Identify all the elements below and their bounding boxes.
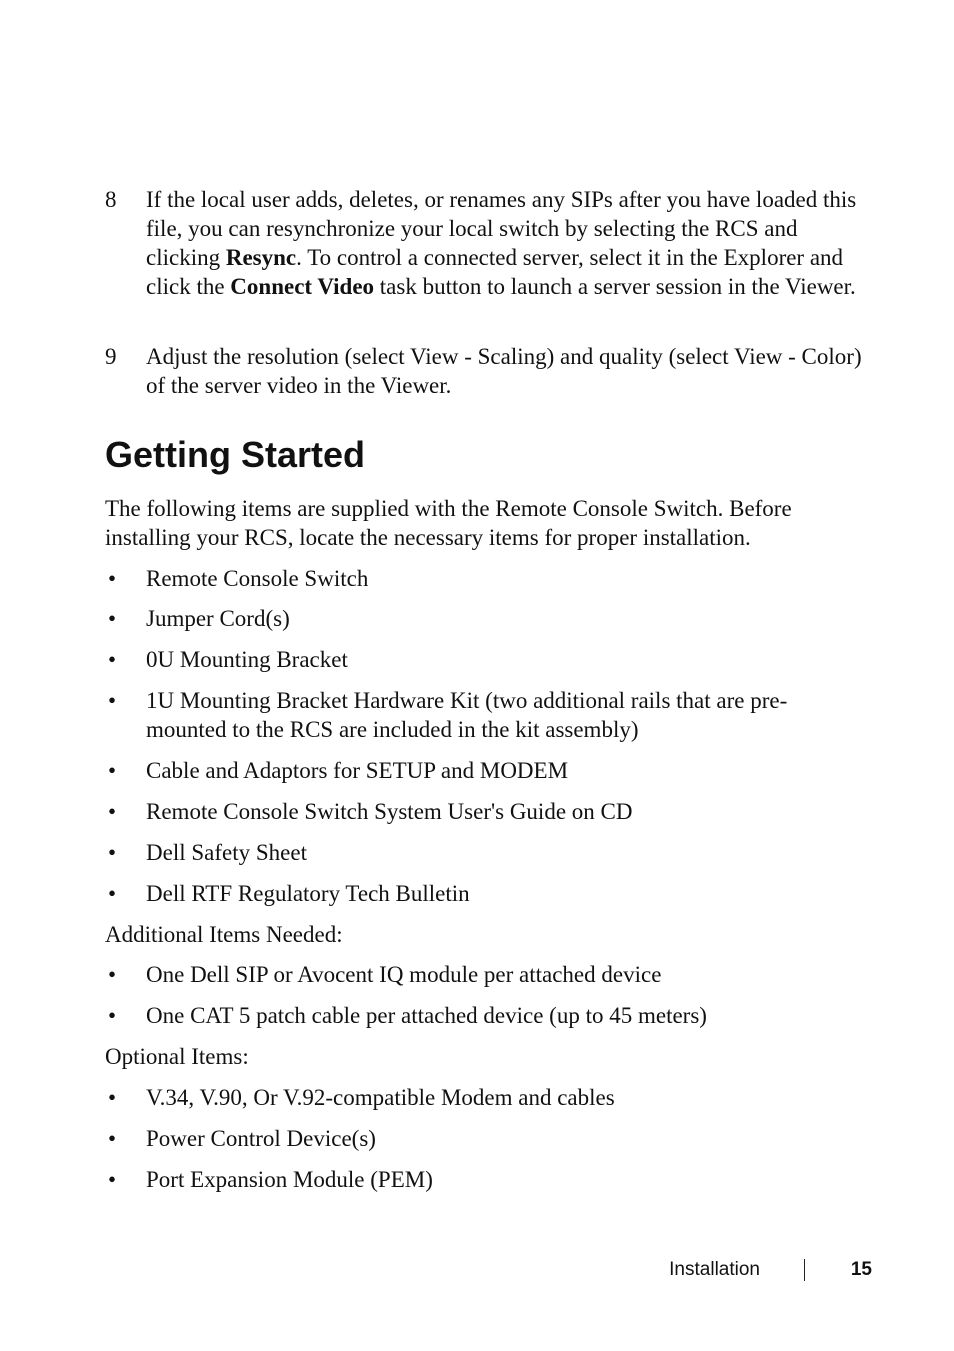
list-item-text: Dell RTF Regulatory Tech Bulletin — [146, 881, 470, 906]
step-text-part: . To control a connected server, select it in the Explorer and click the — [146, 245, 844, 299]
list-item-text: Cable and Adaptors for SETUP and MODEM — [146, 758, 569, 783]
list-item-text: V.34, V.90, Or V.92-compatible Modem and cables — [146, 1085, 615, 1110]
connect-video-term: Connect Video — [230, 274, 375, 299]
bullet-icon: • — [108, 1126, 117, 1151]
bullet-icon: • — [108, 840, 117, 865]
list-item-text: Port Expansion Module (PEM) — [146, 1167, 433, 1192]
bullet-icon: • — [108, 688, 117, 713]
step-item-9 — [105, 342, 875, 402]
additional-items-label: Additional Items Needed: — [105, 922, 343, 947]
step-item-8 — [105, 185, 875, 331]
list-item-text: Jumper Cord(s) — [146, 606, 290, 631]
intro-paragraph: The following items are supplied with the Remote Console Switch. Before installing your RCS, locate the necessary items for proper installation. — [105, 496, 792, 550]
step-number: 8 — [105, 187, 117, 212]
step-text: Adjust the resolution (select View - Scaling) and quality (select View - Color) of the server video in the Viewer. — [146, 344, 862, 398]
footer-section-name: Installation — [669, 1259, 760, 1280]
step-number: 9 — [105, 344, 117, 369]
footer-divider — [804, 1259, 805, 1281]
list-item-text: 0U Mounting Bracket — [146, 647, 348, 672]
bullet-icon: • — [108, 566, 117, 591]
list-item-text: Dell Safety Sheet — [146, 840, 307, 865]
bullet-icon: • — [108, 758, 117, 783]
step-text-part: If the local user adds, deletes, or renames any SIPs after you have loaded this file, you can resynchronize your local switch by selecting the RCS and clicking — [146, 187, 857, 270]
step-text-part: task button to launch a server session in the Viewer. — [374, 274, 856, 299]
list-item-text: One CAT 5 patch cable per attached device (up to 45 meters) — [146, 1003, 707, 1028]
bullet-icon: • — [108, 647, 117, 672]
bullet-icon: • — [108, 1003, 117, 1028]
list-item-text: Remote Console Switch System User's Guide on CD — [146, 799, 633, 824]
list-item-text: Remote Console Switch — [146, 566, 369, 591]
step-text — [146, 185, 875, 301]
optional-items-label: Optional Items: — [105, 1044, 249, 1069]
list-item-text: Power Control Device(s) — [146, 1126, 376, 1151]
bullet-icon: • — [108, 962, 117, 987]
section-heading: Getting Started — [105, 434, 366, 475]
resync-term: Resync — [225, 245, 297, 270]
list-item-text: 1U Mounting Bracket Hardware Kit (two additional rails that are pre-mounted to the RCS are included in the kit assembly) — [146, 688, 788, 742]
bullet-icon: • — [108, 1085, 117, 1110]
list-item-text: One Dell SIP or Avocent IQ module per attached device — [146, 962, 662, 987]
bullet-icon: • — [108, 799, 117, 824]
bullet-icon: • — [108, 606, 117, 631]
bullet-icon: • — [108, 881, 117, 906]
bullet-icon: • — [108, 1167, 117, 1192]
page-number: 15 — [850, 1259, 872, 1280]
